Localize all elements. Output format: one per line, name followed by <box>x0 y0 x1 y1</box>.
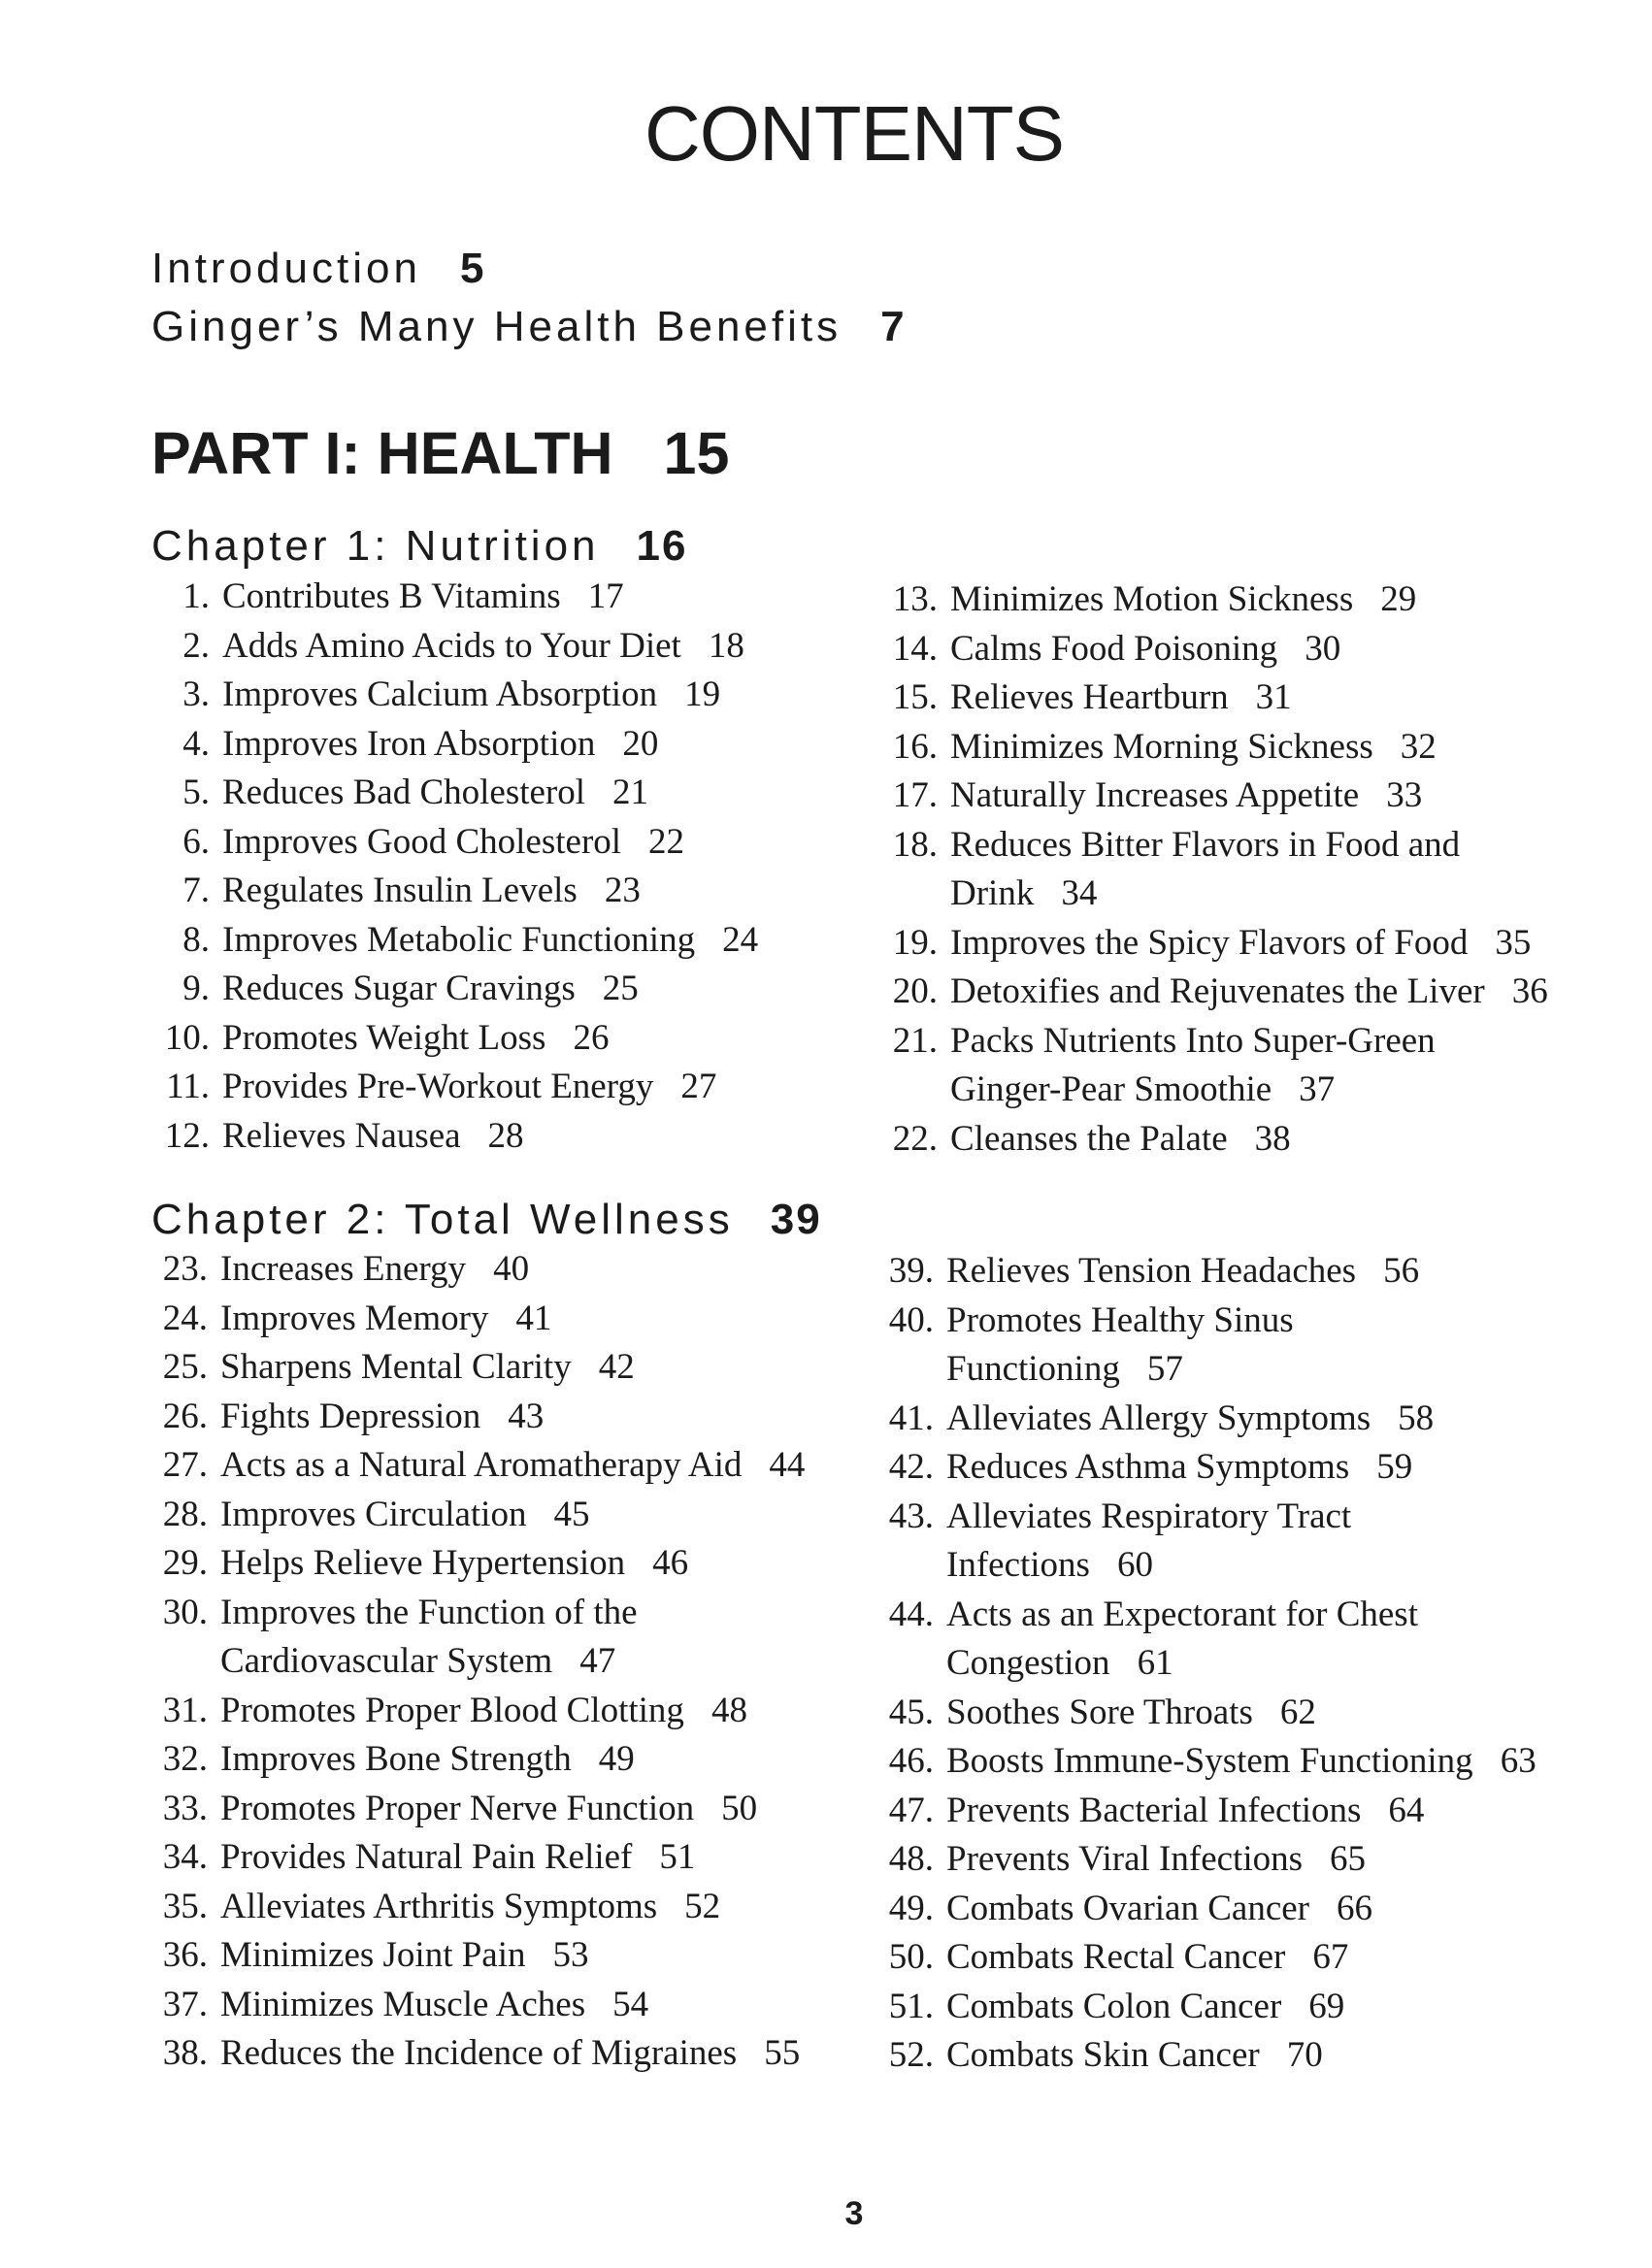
item-title: Reduces Sugar Cravings <box>222 969 576 1008</box>
item-title-continued: Ginger-Pear Smoothie <box>950 1069 1272 1109</box>
toc-item-continuation[interactable] <box>946 1541 1153 1590</box>
item-number: 16. <box>892 726 938 767</box>
item-number: 20. <box>892 971 938 1011</box>
item-number: 33. <box>162 1788 208 1828</box>
item-number: 6. <box>182 821 210 862</box>
item-title: Alleviates Allergy Symptoms <box>946 1397 1371 1438</box>
toc-item[interactable] <box>868 1443 1412 1492</box>
item-page: 23 <box>604 871 641 910</box>
item-page: 65 <box>1330 1839 1367 1879</box>
toc-item[interactable] <box>868 1885 1372 1933</box>
toc-item[interactable] <box>868 2031 1323 2080</box>
item-title: Helps Relieve Hypertension <box>220 1543 626 1583</box>
item-title: Improves Good Cholesterol <box>222 821 622 862</box>
item-page: 57 <box>1146 1349 1183 1389</box>
item-title: Improves Calcium Absorption <box>222 674 658 714</box>
item-title: Increases Energy <box>220 1249 467 1289</box>
item-title: Naturally Increases Appetite <box>950 775 1360 815</box>
item-number: 1. <box>182 576 210 616</box>
toc-item-continuation[interactable] <box>950 870 1097 918</box>
item-number: 36. <box>162 1935 208 1975</box>
toc-item-continuation[interactable] <box>220 1637 615 1686</box>
item-number: 47. <box>888 1790 934 1830</box>
item-page: 41 <box>515 1298 552 1338</box>
item-title: Cleanses the Palate <box>950 1118 1228 1159</box>
item-title-continued: Drink <box>950 873 1035 913</box>
toc-item[interactable] <box>142 2029 800 2078</box>
part-page: 15 <box>663 420 730 486</box>
item-title: Improves Metabolic Functioning <box>222 919 696 960</box>
item-title: Promotes Proper Nerve Function <box>220 1788 695 1828</box>
item-title: Detoxifies and Rejuvenates the Liver <box>950 971 1485 1011</box>
item-number: 28. <box>162 1494 208 1534</box>
item-page: 43 <box>508 1396 545 1436</box>
item-number: 31. <box>162 1690 208 1730</box>
item-number: 35. <box>162 1886 208 1926</box>
item-page: 61 <box>1137 1643 1173 1683</box>
item-page: 42 <box>598 1347 635 1387</box>
toc-entry-introduction[interactable] <box>151 245 483 293</box>
toc-item[interactable] <box>144 720 658 769</box>
item-page: 34 <box>1061 873 1098 913</box>
item-page: 19 <box>684 674 721 714</box>
item-title: Regulates Insulin Levels <box>222 871 578 910</box>
item-page: 49 <box>598 1739 635 1779</box>
item-page: 28 <box>487 1115 524 1156</box>
toc-item[interactable] <box>144 818 684 867</box>
item-page: 29 <box>1380 579 1417 619</box>
item-page: 25 <box>602 969 639 1008</box>
item-page: 70 <box>1286 2035 1323 2075</box>
toc-item[interactable] <box>144 671 720 719</box>
item-title: Reduces Asthma Symptoms <box>946 1447 1350 1487</box>
item-page: 38 <box>1254 1118 1291 1159</box>
toc-item[interactable] <box>868 1983 1344 2031</box>
entry-label: Ginger’s Many Health Benefits <box>151 303 843 350</box>
item-title: Minimizes Morning Sickness <box>950 726 1373 767</box>
toc-item[interactable] <box>868 1591 1418 1639</box>
item-title: Reduces Bitter Flavors in Food and <box>950 824 1461 865</box>
toc-item[interactable] <box>872 919 1531 968</box>
toc-item[interactable] <box>144 1112 524 1161</box>
item-page: 51 <box>659 1837 696 1877</box>
toc-item[interactable] <box>142 1539 688 1588</box>
item-title: Soothes Sore Throats <box>946 1692 1253 1732</box>
toc-item[interactable] <box>868 1297 1294 1345</box>
item-number: 4. <box>182 723 210 764</box>
item-title: Improves Bone Strength <box>220 1739 572 1779</box>
item-page: 66 <box>1337 1888 1372 1928</box>
item-title: Combats Rectal Cancer <box>946 1937 1286 1977</box>
item-title-continued: Infections <box>946 1545 1090 1585</box>
item-number: 5. <box>182 772 210 812</box>
item-page: 32 <box>1400 726 1437 767</box>
item-number: 23. <box>162 1249 208 1289</box>
toc-item[interactable] <box>142 1491 589 1539</box>
page-number: 3 <box>844 2195 864 2232</box>
item-page: 36 <box>1511 971 1548 1011</box>
toc-item[interactable] <box>144 622 744 671</box>
toc-item[interactable] <box>142 1687 747 1735</box>
item-number: 26. <box>162 1396 208 1436</box>
item-page: 37 <box>1299 1069 1336 1109</box>
item-page: 47 <box>579 1641 616 1681</box>
item-number: 30. <box>162 1592 208 1632</box>
item-number: 34. <box>162 1837 208 1877</box>
item-number: 12. <box>164 1115 210 1156</box>
chapter-page: 39 <box>770 1196 822 1243</box>
item-page: 67 <box>1312 1937 1349 1977</box>
item-page: 18 <box>708 625 744 666</box>
item-number: 38. <box>162 2033 208 2073</box>
item-title: Reduces Bad Cholesterol <box>222 772 586 812</box>
toc-item[interactable] <box>142 1589 638 1637</box>
toc-item[interactable] <box>142 1245 529 1294</box>
toc-item[interactable] <box>872 1017 1436 1066</box>
item-page: 56 <box>1383 1251 1420 1291</box>
item-number: 32. <box>162 1739 208 1779</box>
toc-item[interactable] <box>144 867 641 915</box>
toc-item[interactable] <box>142 1931 589 1980</box>
toc-item[interactable] <box>142 1833 695 1882</box>
chapter-heading-2[interactable] <box>151 1196 822 1244</box>
item-number: 22. <box>892 1118 938 1159</box>
item-number: 48. <box>888 1839 934 1879</box>
item-page: 22 <box>648 821 685 862</box>
toc-item[interactable] <box>144 965 639 1013</box>
item-title-continued: Functioning <box>946 1349 1120 1389</box>
item-page: 20 <box>622 723 659 764</box>
item-number: 43. <box>888 1496 934 1536</box>
page-title: CONTENTS <box>644 90 1064 177</box>
item-page: 35 <box>1495 922 1532 963</box>
toc-item[interactable] <box>872 674 1292 722</box>
item-title: Minimizes Joint Pain <box>220 1935 526 1975</box>
item-number: 8. <box>182 919 210 960</box>
item-number: 51. <box>888 1986 934 2026</box>
toc-item[interactable] <box>144 1063 716 1111</box>
item-title: Contributes B Vitamins <box>222 576 561 616</box>
item-page: 69 <box>1308 1986 1345 2026</box>
toc-item-continuation[interactable] <box>946 1639 1173 1688</box>
toc-item[interactable] <box>872 723 1437 772</box>
item-page: 27 <box>680 1067 717 1106</box>
item-page: 24 <box>722 919 759 960</box>
item-title: Relieves Nausea <box>222 1115 461 1156</box>
chapter-heading-1[interactable] <box>151 522 687 571</box>
item-title: Prevents Viral Infections <box>946 1839 1304 1879</box>
item-title: Improves Memory <box>220 1298 489 1338</box>
item-page: 64 <box>1388 1790 1425 1830</box>
item-title: Provides Pre-Workout Energy <box>222 1067 654 1106</box>
item-title: Combats Skin Cancer <box>946 2035 1260 2075</box>
toc-item[interactable] <box>142 1883 720 1931</box>
item-title: Provides Natural Pain Relief <box>220 1837 633 1877</box>
item-number: 2. <box>182 625 210 666</box>
item-page: 50 <box>721 1788 758 1828</box>
item-page: 46 <box>652 1543 689 1583</box>
toc-item[interactable] <box>142 1393 544 1441</box>
chapter-label: Chapter 1: Nutrition <box>151 522 600 570</box>
item-number: 49. <box>888 1888 934 1928</box>
item-title: Promotes Healthy Sinus <box>946 1299 1294 1340</box>
item-title: Alleviates Respiratory Tract <box>946 1496 1352 1536</box>
item-title: Relieves Heartburn <box>950 677 1229 717</box>
item-number: 15. <box>892 677 938 717</box>
item-number: 44. <box>888 1594 934 1634</box>
item-title: Minimizes Muscle Aches <box>220 1984 586 2024</box>
entry-page: 7 <box>880 303 905 350</box>
toc-item[interactable] <box>868 1835 1366 1884</box>
item-number: 19. <box>892 922 938 963</box>
item-number: 41. <box>888 1397 934 1438</box>
toc-item[interactable] <box>872 821 1460 870</box>
toc-item[interactable] <box>868 1395 1434 1443</box>
part-label: PART I: HEALTH <box>151 420 613 486</box>
item-page: 40 <box>493 1249 530 1289</box>
item-title: Calms Food Poisoning <box>950 628 1278 669</box>
item-title: Promotes Weight Loss <box>222 1017 546 1058</box>
item-number: 42. <box>888 1447 934 1487</box>
item-number: 3. <box>182 674 210 714</box>
item-title: Acts as an Expectorant for Chest <box>946 1594 1418 1634</box>
toc-item-continuation[interactable] <box>946 1345 1183 1394</box>
item-number: 13. <box>892 579 938 619</box>
item-page: 26 <box>573 1017 610 1058</box>
toc-item[interactable] <box>144 769 648 817</box>
item-number: 52. <box>888 2035 934 2075</box>
entry-page: 5 <box>459 245 484 292</box>
toc-item[interactable] <box>872 625 1340 674</box>
item-number: 18. <box>892 824 938 865</box>
item-number: 40. <box>888 1299 934 1340</box>
toc-item[interactable] <box>872 772 1422 820</box>
item-number: 24. <box>162 1298 208 1338</box>
toc-item[interactable] <box>144 573 624 621</box>
item-page: 54 <box>612 1984 649 2024</box>
item-page: 53 <box>552 1935 589 1975</box>
toc-item[interactable] <box>142 1343 635 1392</box>
toc-item-continuation[interactable] <box>950 1066 1335 1114</box>
toc-item[interactable] <box>872 1115 1291 1164</box>
item-title-continued: Cardiovascular System <box>220 1641 553 1681</box>
item-number: 27. <box>162 1445 208 1485</box>
item-number: 37. <box>162 1984 208 2024</box>
item-title: Fights Depression <box>220 1396 481 1436</box>
item-title: Prevents Bacterial Infections <box>946 1790 1362 1830</box>
toc-item[interactable] <box>872 968 1548 1016</box>
item-title: Acts as a Natural Aromatherapy Aid <box>220 1445 743 1485</box>
toc-item[interactable] <box>142 1735 635 1784</box>
item-number: 11. <box>166 1067 210 1106</box>
chapter-page: 16 <box>636 522 688 570</box>
toc-item[interactable] <box>142 1981 648 2029</box>
item-page: 60 <box>1116 1545 1153 1585</box>
item-page: 45 <box>553 1494 590 1534</box>
part-heading[interactable] <box>151 419 729 487</box>
item-page: 30 <box>1305 628 1341 669</box>
item-title-continued: Congestion <box>946 1643 1110 1683</box>
toc-item[interactable] <box>872 575 1416 624</box>
entry-label: Introduction <box>151 245 421 292</box>
item-title: Packs Nutrients Into Super-Green <box>950 1020 1436 1061</box>
item-number: 17. <box>892 775 938 815</box>
item-number: 46. <box>888 1741 934 1781</box>
item-page: 52 <box>684 1886 721 1926</box>
item-page: 55 <box>764 2033 801 2073</box>
item-number: 29. <box>162 1543 208 1583</box>
toc-item[interactable] <box>144 1014 609 1063</box>
item-number: 9. <box>182 969 210 1008</box>
item-title: Combats Colon Cancer <box>946 1986 1282 2026</box>
item-page: 63 <box>1500 1741 1536 1781</box>
item-title: Improves Iron Absorption <box>222 723 596 764</box>
item-number: 50. <box>888 1937 934 1977</box>
toc-item[interactable] <box>868 1493 1351 1541</box>
item-page: 62 <box>1279 1692 1316 1732</box>
toc-item[interactable] <box>868 1247 1419 1296</box>
item-title: Promotes Proper Blood Clotting <box>220 1690 684 1730</box>
item-page: 33 <box>1386 775 1423 815</box>
item-title: Improves the Spicy Flavors of Food <box>950 922 1469 963</box>
item-page: 31 <box>1255 677 1292 717</box>
item-number: 39. <box>888 1251 934 1291</box>
item-title: Reduces the Incidence of Migraines <box>220 2033 738 2073</box>
item-title: Boosts Immune-System Functioning <box>946 1741 1473 1781</box>
item-page: 48 <box>710 1690 747 1730</box>
toc-item[interactable] <box>868 1689 1316 1737</box>
item-title: Alleviates Arthritis Symptoms <box>220 1886 658 1926</box>
toc-item[interactable] <box>142 1441 805 1490</box>
item-page: 44 <box>769 1445 806 1485</box>
item-title: Sharpens Mental Clarity <box>220 1347 572 1387</box>
toc-item[interactable] <box>142 1295 551 1343</box>
item-number: 21. <box>892 1020 938 1061</box>
item-title: Relieves Tension Headaches <box>946 1251 1357 1291</box>
item-title: Improves the Function of the <box>220 1592 638 1632</box>
item-page: 17 <box>587 576 624 616</box>
item-title: Combats Ovarian Cancer <box>946 1888 1309 1928</box>
toc-item[interactable] <box>144 916 758 965</box>
item-number: 10. <box>164 1017 210 1058</box>
toc-item[interactable] <box>868 1933 1348 1982</box>
toc-item[interactable] <box>868 1787 1424 1835</box>
toc-entry-health-benefits[interactable] <box>151 303 905 351</box>
chapter-label: Chapter 2: Total Wellness <box>151 1196 734 1243</box>
item-number: 45. <box>888 1692 934 1732</box>
toc-item[interactable] <box>868 1737 1536 1786</box>
item-number: 25. <box>162 1347 208 1387</box>
item-page: 59 <box>1376 1447 1413 1487</box>
item-page: 58 <box>1398 1397 1435 1438</box>
item-number: 14. <box>892 628 938 669</box>
item-title: Adds Amino Acids to Your Diet <box>222 625 681 666</box>
item-page: 21 <box>612 772 649 812</box>
item-title: Improves Circulation <box>220 1494 527 1534</box>
item-title: Minimizes Motion Sickness <box>950 579 1354 619</box>
toc-item[interactable] <box>142 1785 757 1833</box>
item-number: 7. <box>182 871 210 910</box>
